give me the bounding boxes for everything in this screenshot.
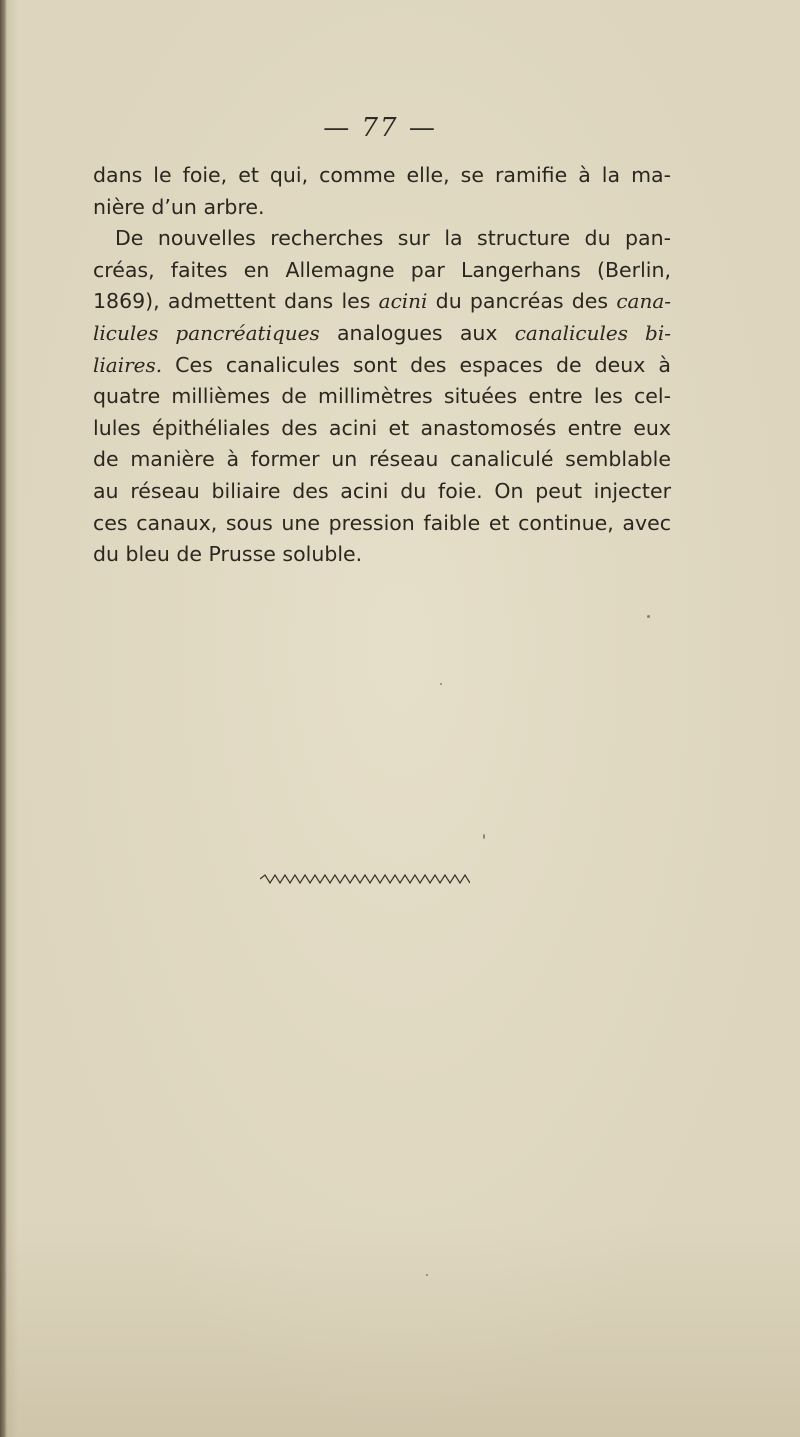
page-number [0, 113, 760, 143]
page-number-dash-right: — [408, 113, 437, 143]
text-line: licules pancréatiques analogues aux canalicules bi- [93, 320, 671, 345]
italic-term: canalicules bi- [514, 320, 671, 345]
text-line: de manière à former un réseau canaliculé semblable [93, 447, 671, 472]
italic-term: licules pancréatiques [93, 320, 320, 345]
body-text [93, 160, 671, 571]
text-line: dans le foie, et qui, comme elle, se ramifie à la ma- [93, 163, 671, 187]
italic-term: acini [378, 289, 428, 314]
text-line: De nouvelles recherches sur la structure du pan- [115, 226, 671, 251]
page-binding-edge [0, 0, 7, 1437]
text-line: au réseau biliaire des acini du foie. On peut injecter [93, 478, 671, 503]
page-number-value: 77 [361, 113, 399, 143]
wavy-line [260, 875, 470, 883]
text-line: nière d’un arbre. [93, 194, 265, 219]
text-line: lules épithéliales des acini et anastomosés entre eux [93, 415, 671, 440]
paper-speck [426, 1274, 428, 1276]
paper-speck [483, 834, 485, 839]
paper-speck [440, 683, 442, 685]
paper-speck [647, 615, 650, 618]
text-line: liaires. Ces canalicules sont des espaces de deux à [93, 352, 671, 377]
text-line: quatre millièmes de millimètres situées entre les cel- [93, 384, 671, 409]
italic-term: liaires. [93, 352, 163, 377]
text-line: 1869), admettent dans les acini du pancréas des cana- [93, 289, 671, 314]
wavy-tailpiece-ornament [260, 873, 470, 885]
text-line: créas, faites en Allemagne par Langerhans (Berlin, [93, 257, 671, 282]
text-line: ces canaux, sous une pression faible et continue, avec [93, 510, 671, 535]
italic-term: cana- [616, 289, 671, 314]
page-number-dash-left: — [323, 113, 352, 143]
text-line: du bleu de Prusse soluble. [93, 542, 363, 567]
